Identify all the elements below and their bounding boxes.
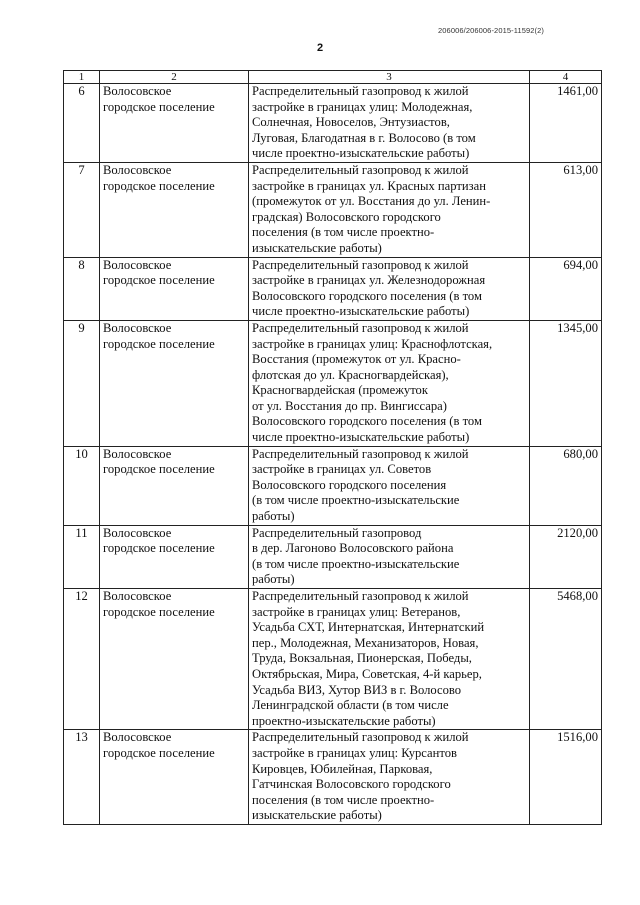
description-line: застройке в границах улиц: Молодежная,	[252, 99, 473, 114]
description-line: Волосовского городского поселения	[252, 477, 447, 492]
description-line: Распределительный газопровод к жилой	[252, 84, 469, 98]
description-cell	[249, 730, 530, 825]
description-line: поселения (в том числе проектно-	[252, 225, 435, 240]
row-number: 9	[64, 320, 100, 446]
description-line: (промежуток от ул. Восстания до ул. Ленин-	[252, 194, 491, 209]
table-row	[64, 257, 602, 320]
location-line: городское поселение	[103, 541, 215, 556]
description-line: Распределительный газопровод к жилой	[252, 257, 469, 272]
row-number: 10	[64, 446, 100, 525]
table-row	[64, 525, 602, 588]
location-cell	[100, 257, 249, 320]
description-line: Распределительный газопровод к жилой	[252, 730, 469, 745]
description-line: Распределительный газопровод к жилой	[252, 320, 469, 335]
description-line: застройке в границах улиц: Курсантов	[252, 745, 457, 760]
location-cell	[100, 589, 249, 730]
description-line: Кировцев, Юбилейная, Парковая,	[252, 761, 433, 776]
description-line: Волосовского городского поселения (в том	[252, 414, 482, 429]
description-line: Распределительный газопровод к жилой	[252, 589, 469, 603]
location-line: городское поселение	[103, 604, 215, 619]
description-line: застройке в границах ул. Советов	[252, 462, 432, 477]
description-line: Ленинградской области (в том числе	[252, 698, 449, 713]
table-row	[64, 162, 602, 257]
description-line: проектно-изыскательские работы)	[252, 713, 436, 728]
location-cell	[100, 446, 249, 525]
amount-cell: 2120,00	[530, 525, 602, 588]
table-row	[64, 589, 602, 730]
location-line: городское поселение	[103, 336, 215, 351]
description-line: поселения (в том числе проектно-	[252, 792, 435, 807]
row-number: 13	[64, 730, 100, 825]
column-number: 3	[249, 71, 530, 84]
amount-cell: 613,00	[530, 162, 602, 257]
row-number: 6	[64, 84, 100, 163]
description-cell	[249, 446, 530, 525]
description-line: застройке в границах ул. Красных партизан	[252, 178, 486, 193]
description-cell	[249, 525, 530, 588]
location-line: Волосовское	[103, 320, 172, 335]
column-number: 4	[530, 71, 602, 84]
description-line: Распределительный газопровод	[252, 525, 422, 540]
location-line: Волосовское	[103, 730, 172, 745]
description-line: Восстания (промежуток от ул. Красно-	[252, 352, 461, 367]
location-line: Волосовское	[103, 84, 172, 98]
location-line: Волосовское	[103, 257, 172, 272]
description-cell	[249, 320, 530, 446]
description-line: застройке в границах улиц: Краснофлотская,	[252, 336, 493, 351]
location-cell	[100, 525, 249, 588]
description-line: пер., Молодежная, Механизаторов, Новая,	[252, 635, 479, 650]
description-line: застройке в границах улиц: Ветеранов,	[252, 604, 461, 619]
amount-cell: 1345,00	[530, 320, 602, 446]
description-line: Красногвардейская (промежуток	[252, 383, 428, 398]
description-line: числе проектно-изыскательские работы)	[252, 304, 470, 319]
description-line: флотская до ул. Красногвардейская),	[252, 367, 449, 382]
description-line: числе проектно-изыскательские работы)	[252, 430, 470, 445]
description-cell	[249, 162, 530, 257]
amount-cell: 1516,00	[530, 730, 602, 825]
location-line: Волосовское	[103, 162, 172, 177]
amount-cell: 680,00	[530, 446, 602, 525]
description-line: изыскательские работы)	[252, 240, 382, 255]
description-line: работы)	[252, 572, 295, 587]
description-cell	[249, 84, 530, 163]
amount-cell: 1461,00	[530, 84, 602, 163]
description-line: (в том числе проектно-изыскательские	[252, 493, 460, 508]
table-row	[64, 320, 602, 446]
description-line: Гатчинская Волосовского городского	[252, 777, 451, 792]
description-line: Распределительный газопровод к жилой	[252, 162, 469, 177]
column-number: 2	[100, 71, 249, 84]
description-line: застройке в границах ул. Железнодорожная	[252, 273, 486, 288]
description-line: Волосовского городского поселения (в том	[252, 288, 482, 303]
description-cell	[249, 589, 530, 730]
row-number: 8	[64, 257, 100, 320]
location-cell	[100, 730, 249, 825]
document-id: 206006/206006-2015-11592(2)	[438, 26, 544, 35]
description-line: от ул. Восстания до пр. Вингиссара)	[252, 398, 447, 413]
description-line: Солнечная, Новоселов, Энтузиастов,	[252, 115, 450, 130]
description-line: градская) Волосовского городского	[252, 209, 441, 224]
description-line: Распределительный газопровод к жилой	[252, 446, 469, 461]
location-line: городское поселение	[103, 99, 215, 114]
table-row	[64, 730, 602, 825]
location-line: Волосовское	[103, 446, 172, 461]
description-line: Луговая, Благодатная в г. Волосово (в том	[252, 130, 476, 145]
location-cell	[100, 84, 249, 163]
column-number: 1	[64, 71, 100, 84]
description-line: изыскательские работы)	[252, 808, 382, 823]
description-line: в дер. Лагоново Волосовского района	[252, 541, 454, 556]
location-line: Волосовское	[103, 589, 172, 603]
location-line: городское поселение	[103, 745, 215, 760]
page-number: 2	[316, 42, 324, 54]
description-line: числе проектно-изыскательские работы)	[252, 146, 470, 161]
table-row	[64, 84, 602, 163]
amount-cell: 5468,00	[530, 589, 602, 730]
location-cell	[100, 320, 249, 446]
location-line: Волосовское	[103, 525, 172, 540]
amount-cell: 694,00	[530, 257, 602, 320]
row-number: 12	[64, 589, 100, 730]
table-row	[64, 446, 602, 525]
location-line: городское поселение	[103, 273, 215, 288]
description-cell	[249, 257, 530, 320]
row-number: 11	[64, 525, 100, 588]
description-line: Усадьба СХТ, Интернатская, Интернатский	[252, 620, 485, 635]
location-line: городское поселение	[103, 462, 215, 477]
location-line: городское поселение	[103, 178, 215, 193]
funding-table	[63, 70, 602, 825]
description-line: Труда, Вокзальная, Пионерская, Победы,	[252, 651, 472, 666]
location-cell	[100, 162, 249, 257]
description-line: (в том числе проектно-изыскательские	[252, 556, 460, 571]
column-number-row	[64, 71, 602, 84]
description-line: работы)	[252, 509, 295, 524]
description-line: Усадьба ВИЗ, Хутор ВИЗ в г. Волосово	[252, 682, 462, 697]
table-body	[64, 71, 602, 825]
row-number: 7	[64, 162, 100, 257]
description-line: Октябрьская, Мира, Советская, 4-й карьер,	[252, 666, 482, 681]
